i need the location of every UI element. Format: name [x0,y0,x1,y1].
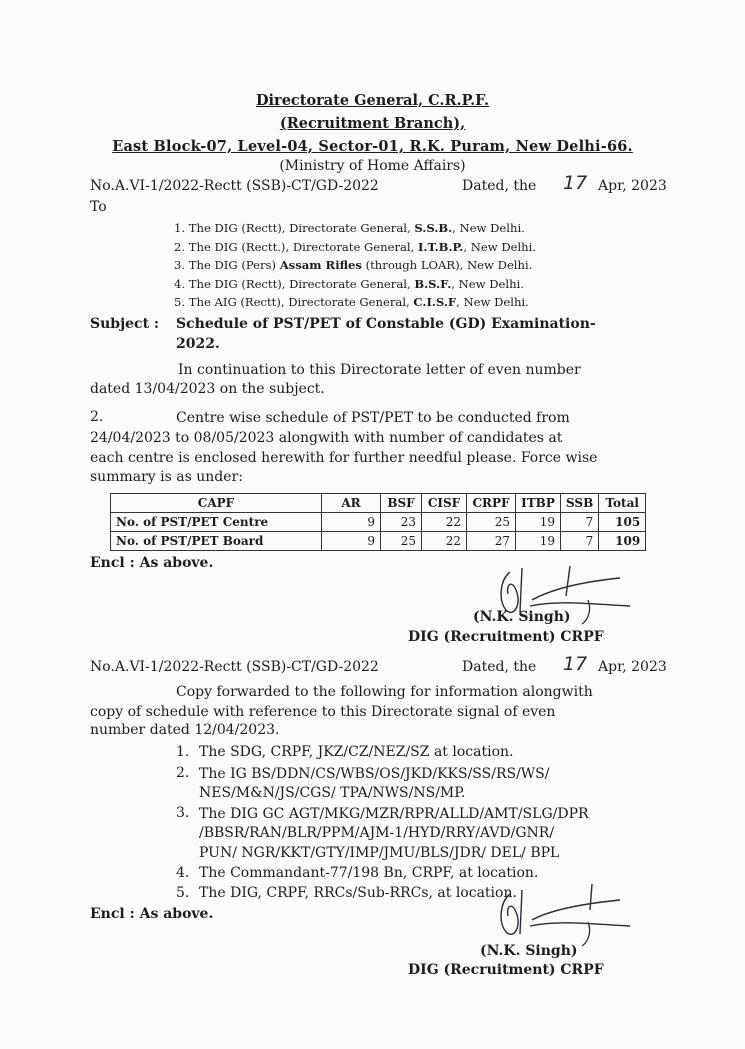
table-row [111,532,646,551]
table-header-cell: SSB [561,494,599,513]
signature-mark [470,880,640,950]
recipient-item: 1. The DIG (Rectt), Directorate General, S.S.B., New Delhi. [174,221,525,235]
table-cell: 9 [322,513,381,532]
table-header-cell: CISF [422,494,467,513]
table-cell: 25 [467,513,516,532]
table-row [111,513,646,532]
letter2-enclosure: Encl : As above. [90,906,214,922]
table-cell: 27 [467,532,516,551]
subject-label: Subject : [90,316,160,332]
table-header-cell: AR [322,494,381,513]
address-line: East Block-07, Level-04, Sector-01, R.K. Puram, New Delhi-66. [112,138,633,155]
copy-item-number: 3. [176,805,190,821]
table-cell: 23 [381,513,422,532]
letter2-intro-line-1: Copy forwarded to the following for information alongwith [176,684,593,700]
org-title: Directorate General, C.R.P.F. [255,92,490,109]
table-cell: 7 [561,532,599,551]
subject-line-1: Schedule of PST/PET of Constable (GD) Examination- [176,316,596,332]
letter1-enclosure: Encl : As above. [90,555,214,571]
recipient-list [174,221,644,314]
table-cell: 9 [322,532,381,551]
copy-item-text: The DIG GC AGT/MKG/MZR/RPR/ALLD/AMT/SLG/DPR [199,806,589,822]
para1-line-1: In continuation to this Directorate letter of even number [178,362,581,378]
recipient-item: 2. The DIG (Rectt.), Directorate General, I.T.B.P., New Delhi. [174,239,537,254]
table-cell: 25 [381,532,422,551]
copy-item-number: 5. [176,885,190,901]
to-label: To [90,199,107,215]
para2-line-2: 24/04/2023 to 08/05/2023 alongwith with number of candidates at [90,430,563,446]
recipient-item: 3. The DIG (Pers) Assam Rifles (through LOAR), New Delhi. [174,258,533,272]
branch-title: (Recruitment Branch), [279,115,466,132]
table-total-cell: 109 [599,532,646,551]
copy-item-number: 1. [176,744,190,760]
recipient-item: 5. The AIG (Rectt), Directorate General, C.I.S.F, New Delhi. [174,295,529,309]
table-header-row [111,494,646,513]
table-header-cell: Total [599,494,646,513]
letter2-signatory-title: DIG (Recruitment) CRPF [408,962,604,978]
letter2-intro-line-3: number dated 12/04/2023. [90,722,280,738]
letter2-day-handwritten: 17 [563,653,588,675]
copy-item-text: The IG BS/DDN/CS/WBS/OS/JKD/KKS/SS/RS/WS/ [199,766,550,782]
force-summary-table [110,493,646,551]
para2-line-3: each centre is enclosed herewith for further needful please. Force wise [90,450,598,466]
table-header-cell: CAPF [111,494,322,513]
letter2-signatory-name: (N.K. Singh) [480,943,578,959]
table-total-cell: 105 [599,513,646,532]
letter1-signatory-name: (N.K. Singh) [473,609,571,625]
table-cell: 7 [561,513,599,532]
copy-item-text: /BBSR/RAN/BLR/PPM/AJM-1/HYD/RRY/AVD/GNR/ [199,825,555,841]
para2-line-4: summary is as under: [90,469,243,485]
table-row-label: No. of PST/PET Centre [111,513,322,532]
copy-item-text: The DIG, CRPF, RRCs/Sub-RRCs, at location. [199,885,517,901]
letter1-day-handwritten: 17 [563,172,588,194]
copy-item-text: The Commandant-77/198 Bn, CRPF, at location. [199,865,539,881]
para2-line-1: Centre wise schedule of PST/PET to be conducted from [176,410,570,426]
ministry-line: (Ministry of Home Affairs) [279,158,466,174]
table-cell: 22 [422,513,467,532]
table-cell: 22 [422,532,467,551]
letter2-ref-no: No.A.VI-1/2022-Rectt (SSB)-CT/GD-2022 [90,659,379,675]
copy-item-number: 4. [176,865,190,881]
copy-item-text: The SDG, CRPF, JKZ/CZ/NEZ/SZ at location. [199,744,514,760]
copy-item-number: 2. [176,765,190,781]
table-header-cell: CRPF [467,494,516,513]
para2-number: 2. [90,409,104,425]
table-header-cell: ITBP [516,494,561,513]
letter2-dated-label: Dated, the [462,659,537,675]
para1-line-2: dated 13/04/2023 on the subject. [90,381,325,397]
table-cell: 19 [516,513,561,532]
table-row-label: No. of PST/PET Board [111,532,322,551]
letter2-intro-line-2: copy of schedule with reference to this Directorate signal of even [90,704,556,720]
letter2-month-year: Apr, 2023 [598,659,667,675]
letter1-ref-no: No.A.VI-1/2022-Rectt (SSB)-CT/GD-2022 [90,178,379,194]
recipient-item: 4. The DIG (Rectt), Directorate General, B.S.F., New Delhi. [174,276,524,291]
table-cell: 19 [516,532,561,551]
copy-item-text: PUN/ NGR/KKT/GTY/IMP/JMU/BLS/JDR/ DEL/ BPL [199,845,560,861]
subject-line-2: 2022. [176,336,220,352]
letter1-month-year: Apr, 2023 [598,178,667,194]
letter1-signatory-title: DIG (Recruitment) CRPF [408,629,604,645]
letter1-dated-label: Dated, the [462,178,537,194]
table-header-cell: BSF [381,494,422,513]
copy-item-text: NES/M&N/JS/CGS/ TPA/NWS/NS/MP. [199,785,466,801]
